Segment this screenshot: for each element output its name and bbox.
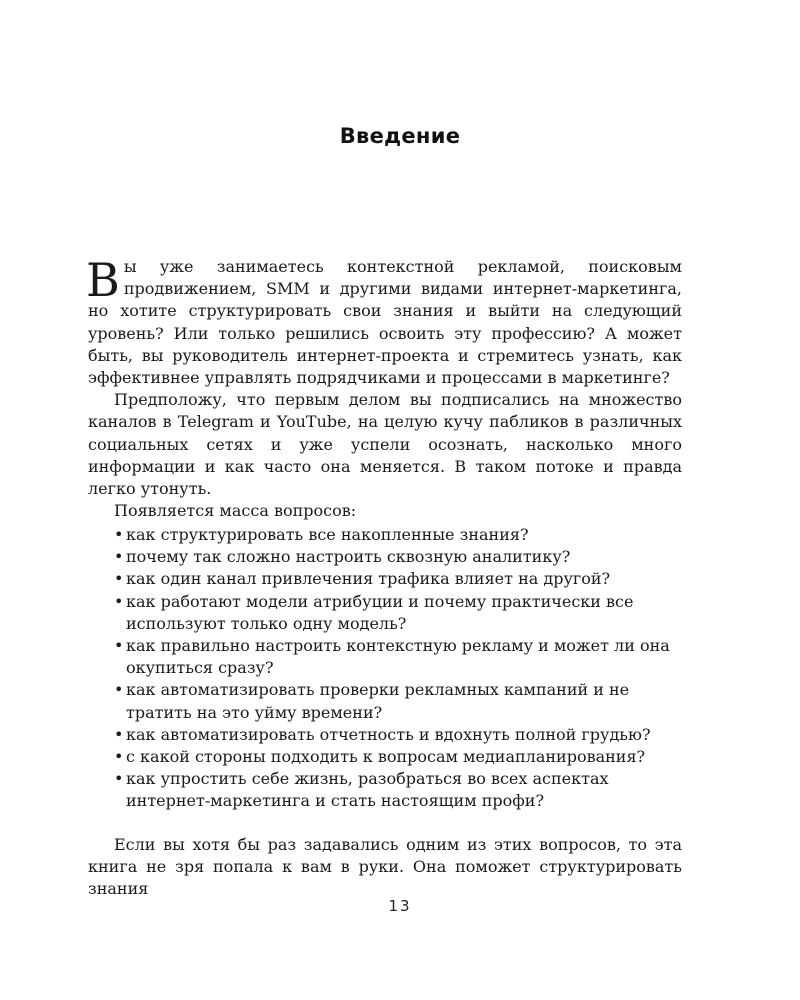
second-paragraph: Предположу, что первым делом вы подписались на множество каналов в Telegram и YouTube, на целую кучу пабликов в различных социальных сетях и уже успели осознать, насколько много информации и как часто она меняется. В таком потоке и правда легко утонуть. (88, 390, 682, 499)
list-item (88, 568, 682, 590)
bullet-icon: • (114, 547, 124, 567)
list-item-text: как структурировать все накопленные знания? (126, 525, 529, 544)
list-item (88, 546, 682, 568)
list-item (88, 746, 682, 768)
list-item (88, 679, 682, 723)
bullet-icon: • (114, 769, 124, 789)
list-item (88, 724, 682, 746)
first-paragraph-text: ы уже занимаетесь контекстной рекламой, поисковым продвижением, SMM и другими видами интернет-маркетинга, но хотите структурировать свои знания и выйти на следующий уровень? Или только решились освоить эту профессию? А может быть, вы руководитель интернет-проекта и стремитесь узнать, как эффективнее управлять подрядчиками и процессами в маркетинге? (88, 257, 682, 388)
closing-paragraph: Если вы хотя бы раз задавались одним из этих вопросов, то эта книга не зря попала к вам в руки. Она поможет структурировать знания (88, 835, 682, 899)
bullet-icon: • (114, 525, 124, 544)
list-item (88, 524, 682, 546)
questions-lead: Появляется масса вопросов: (114, 501, 357, 521)
bullet-icon: • (114, 591, 124, 611)
intro-section (86, 253, 682, 522)
list-item-text: как один канал привлечения трафика влияет на другой? (126, 569, 611, 589)
bullet-icon: • (114, 724, 124, 744)
list-item-text: как правильно настроить контекстную рекламу и может ли она окупиться сразу? (126, 636, 670, 678)
closing-section (88, 834, 682, 901)
list-item-text: с какой стороны подходить к вопросам медиапланирования? (126, 747, 646, 767)
bullet-icon: • (114, 569, 124, 589)
list-item (88, 768, 682, 812)
list-item (88, 635, 682, 679)
questions-section (88, 524, 682, 813)
list-item-text: почему так сложно настроить сквозную аналитику? (126, 547, 571, 567)
bullet-icon: • (114, 636, 124, 656)
list-item-text: как автоматизировать проверки рекламных кампаний и не тратить на это уйму времени? (126, 680, 630, 722)
list-item-text: как работают модели атрибуции и почему практически все используют только одну модель? (126, 591, 634, 633)
list-item-text: как автоматизировать отчетность и вдохнуть полной грудью? (126, 724, 651, 744)
chapter-title: Введение (339, 124, 461, 148)
first-paragraph (86, 253, 682, 389)
list-item (88, 591, 682, 635)
page-number: 13 (388, 897, 412, 915)
drop-cap: В (86, 253, 120, 307)
bullet-icon: • (114, 680, 124, 700)
bullet-icon: • (114, 747, 124, 767)
questions-list (88, 524, 682, 813)
list-item-text: как упростить себе жизнь, разобраться во всех аспектах интернет-маркетинга и стать настоящим профи? (126, 769, 609, 811)
